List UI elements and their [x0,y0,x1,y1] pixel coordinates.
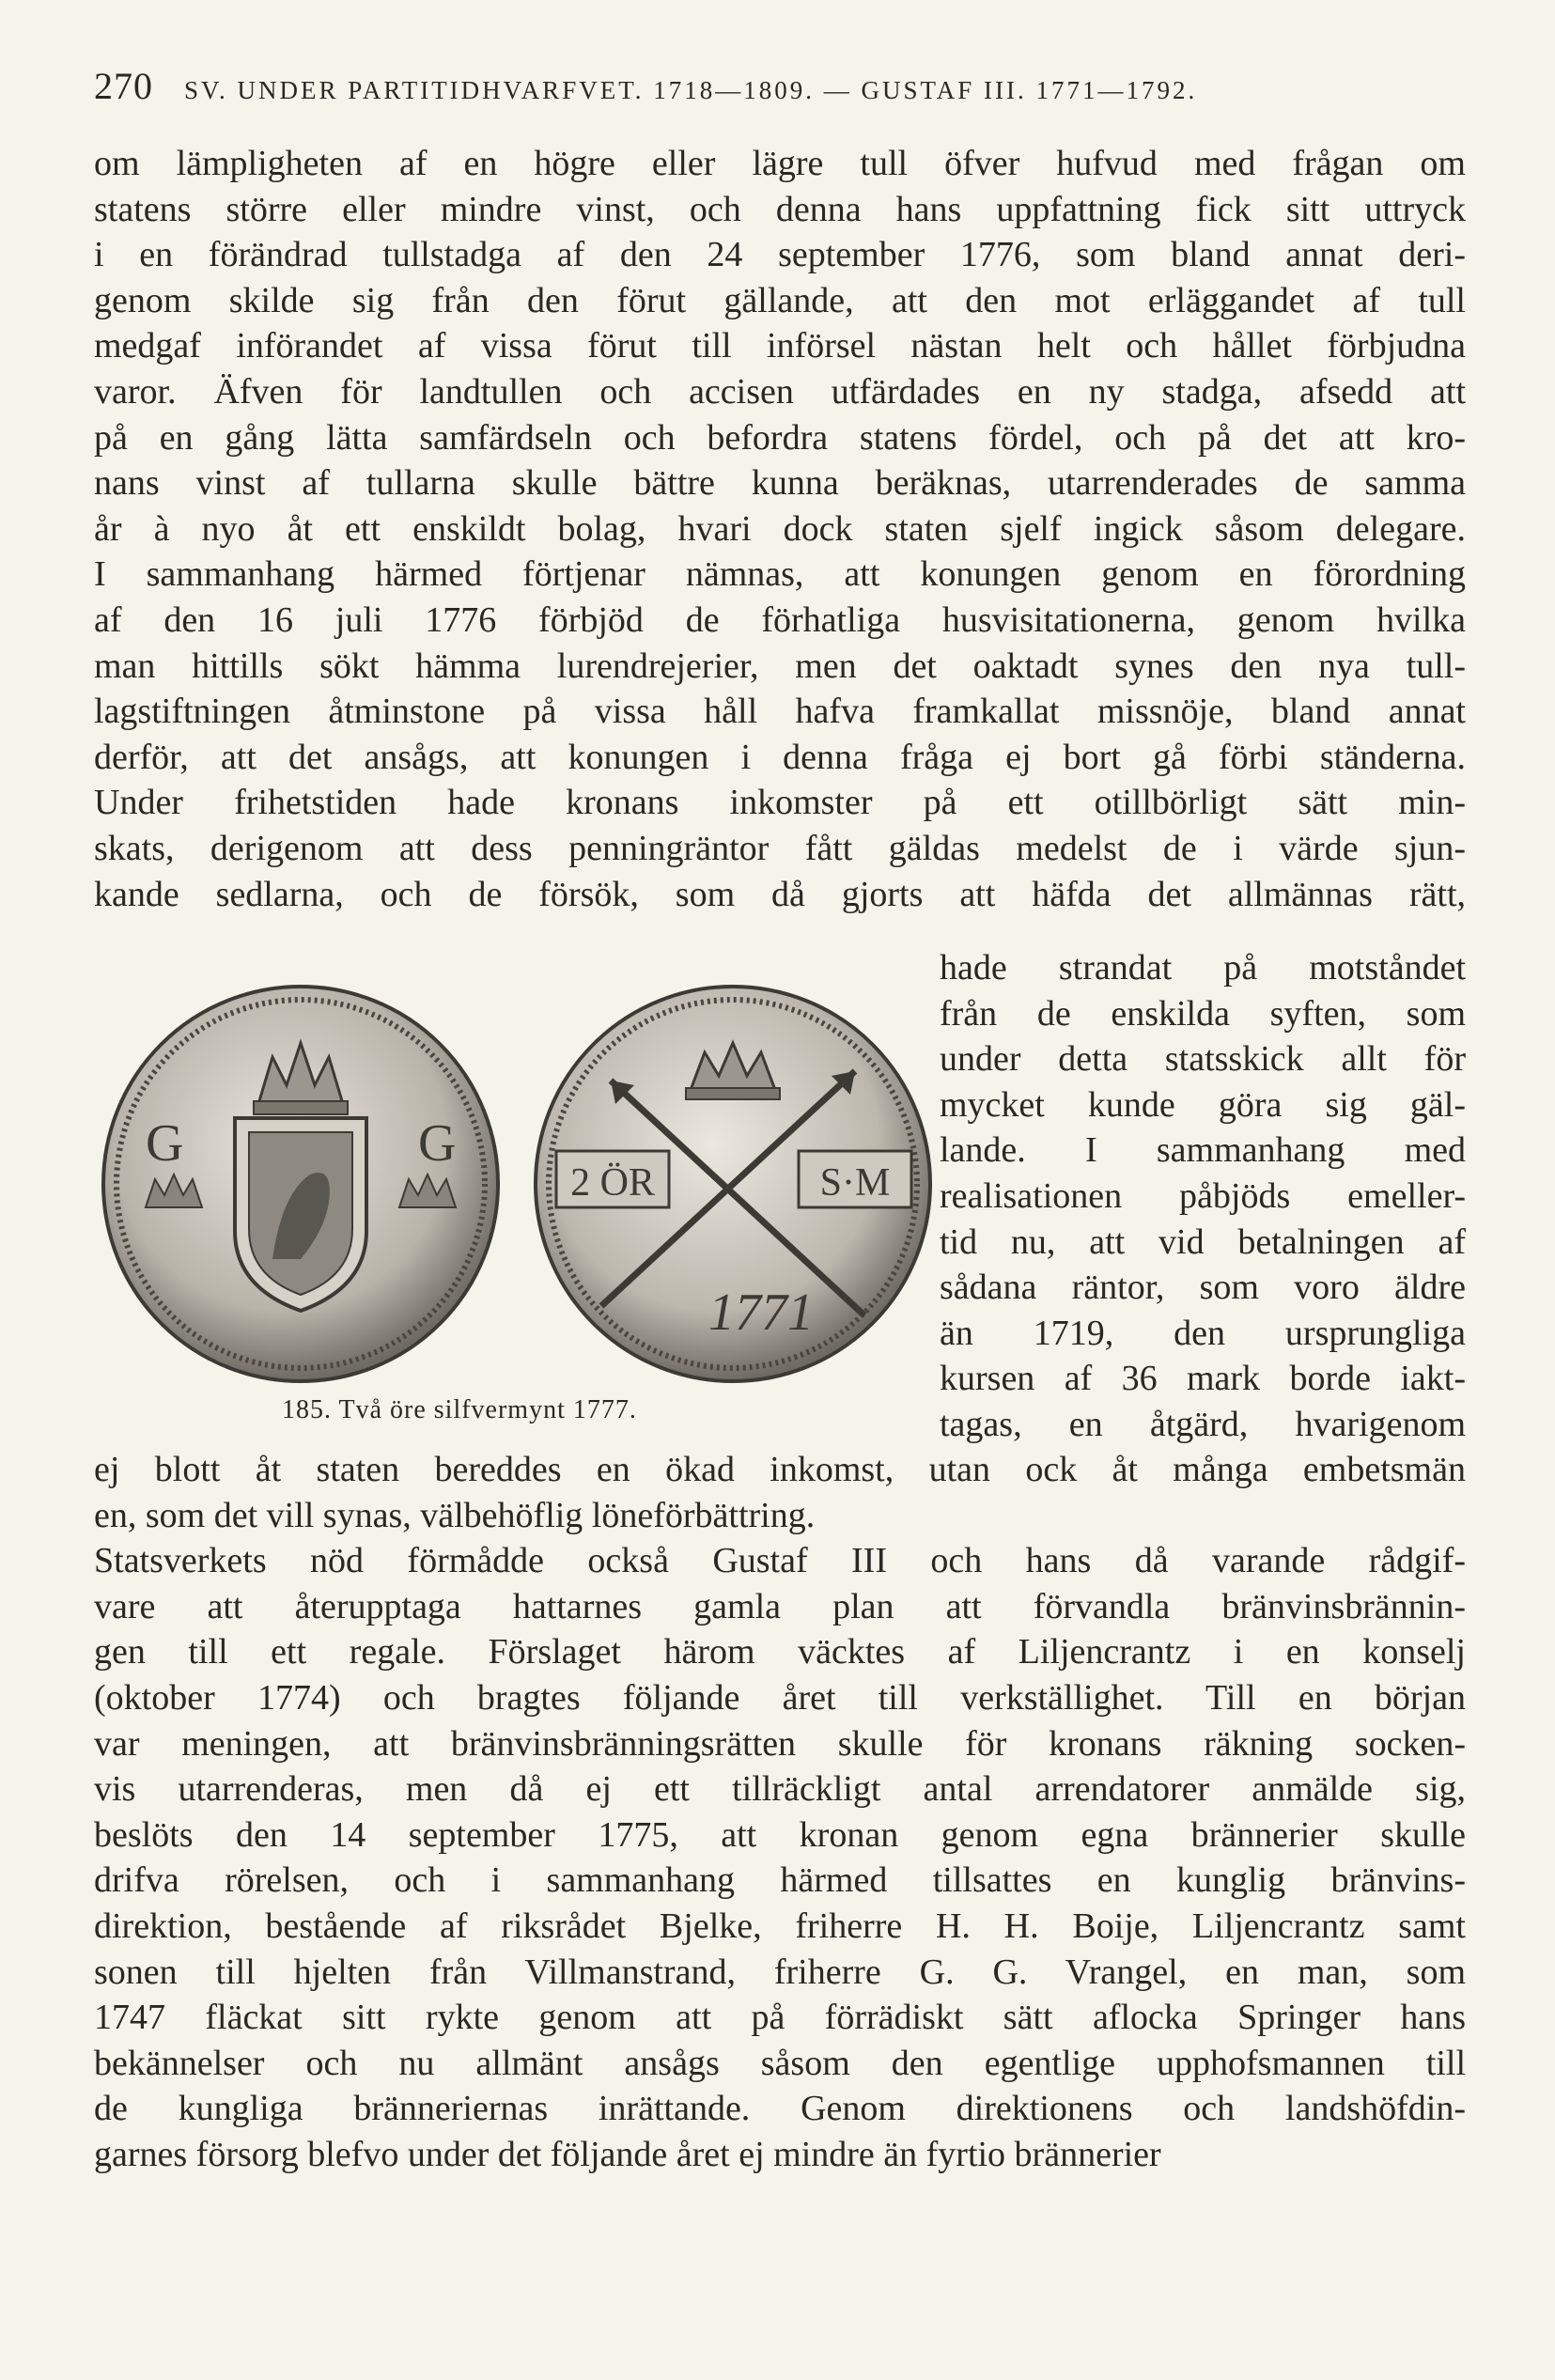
text-line: gen till ett regale. Förslaget härom väcktes af Liljencrantz i en konselj [94,1632,1466,1672]
coin-obverse-legend-left: G [146,1114,184,1173]
text-line: var meningen, att bränvinsbränningsrätten skulle för kronans räkning socken- [94,1723,1466,1764]
text-line: garnes försorg blefvo under det följande året ej mindre än fyrtio brännerier [94,2134,1161,2174]
paragraph-block-bottom [94,1447,1466,2178]
text-line: skats, derigenom att dess penningräntor fått gäldas medelst de i värde sjun- [94,828,1466,868]
text-line: hade strandat på motståndet [940,948,1466,988]
text-line: (oktober 1774) och bragtes följande året till verkställighet. Till en början [94,1677,1466,1718]
text-line: på en gång lätta samfärdseln och befordra statens fördel, och på det att kro- [94,417,1466,458]
figure-caption: 185. Två öre silfvermynt 1777. [282,1395,637,1424]
text-line: drifva rörelsen, och i sammanhang härmed tillsattes en kunglig bränvins- [94,1860,1466,1901]
text-line: tagas, en åtgärd, hvarigenom [940,1404,1466,1444]
text-line: Under frihetstiden hade kronans inkomster på ett otillbörligt sätt min- [94,783,1466,823]
text-line: en, som det vill synas, välbehöflig löneförbättring. [94,1495,816,1535]
coin-figure [94,977,921,1428]
text-line: under detta statsskick allt för [940,1039,1466,1080]
running-title: SV. UNDER PARTITIDHVARFVET. 1718—1809. — GUSTAF III. 1771—1792. [184,76,1198,104]
text-line: nans vinst af tullarna skulle bättre kunna beräknas, utarrenderades de samma [94,463,1466,504]
text-line: kande sedlarna, och de försök, som då gjorts att häfda det allmännas rätt, [94,874,1466,914]
paragraph-block-beside-figure [940,945,1466,1448]
coin-obverse-legend-right: G [418,1114,457,1173]
text-line: lande. I sammanhang med [940,1130,1466,1171]
text-line: ej blott åt staten bereddes en ökad inkomst, utan ock åt många embetsmän [94,1450,1466,1489]
coin-reverse-image [526,977,940,1391]
text-line: Statsverkets nöd förmådde också Gustaf III och hans då varande rådgif- [94,1541,1466,1581]
text-line: man hittills sökt hämma lurendrejerier, men det oaktadt synes den nya tull- [94,646,1466,686]
running-header [94,64,1197,108]
page-number: 270 [94,65,153,107]
text-line: de kungliga bränneriernas inrättande. Genom direktionens och landshöfdin- [94,2089,1466,2129]
text-line: kursen af 36 mark borde iakt- [940,1359,1466,1399]
text-line: lagstiftningen åtminstone på vissa håll hafva framkallat missnöje, bland annat [94,692,1466,732]
text-line: 1747 fläckat sitt rykte genom att på förrädiskt sätt aflocka Springer hans [94,1998,1466,2038]
text-line: vare att återupptaga hattarnes gamla plan att förvandla bränvinsbrännin- [94,1586,1466,1626]
text-line: varor. Äfven för landtullen och accisen utfärdades en ny stadga, afsedd att [94,371,1466,412]
text-line: sonen till hjelten från Villmanstrand, friherre G. G. Vrangel, en man, som [94,1952,1466,1992]
text-line: i en förändrad tullstadga af den 24 september 1776, som bland annat deri- [94,235,1466,275]
coin-denomination: 2 ÖR [570,1161,655,1205]
text-line: sådana räntor, som voro äldre [940,1268,1466,1308]
text-line: derför, att det ansågs, att konungen i denna fråga ej bort gå förbi ständerna. [94,737,1466,777]
text-line: från de enskilda syften, som [940,993,1466,1034]
text-line: statens större eller mindre vinst, och denna hans uppfattning fick sitt uttryck [94,189,1466,229]
text-line: år à nyo åt ett enskildt bolag, hvari dock staten sjelf ingick såsom delegare. [94,508,1466,549]
text-line: än 1719, den ursprungliga [940,1313,1466,1353]
text-line: om lämpligheten af en högre eller lägre tull öfver hufvud med frågan om [94,144,1466,183]
paragraph-block-top [94,141,1466,917]
text-line: beslöts den 14 september 1775, att kronan genom egna brännerier skulle [94,1814,1466,1855]
text-line: af den 16 juli 1776 förbjöd de förhatliga husvisitationerna, genom hvilka [94,599,1466,640]
coin-obverse-image [94,977,507,1391]
text-line: I sammanhang härmed förtjenar nämnas, att konungen genom en förordning [94,554,1466,595]
text-line: tid nu, att vid betalningen af [940,1221,1466,1262]
coin-mint-mark: S·M [819,1161,891,1205]
text-line: mycket kunde göra sig gäl- [940,1084,1466,1125]
text-line: bekännelser och nu allmänt ansågs såsom den egentlige upphofsmannen till [94,2043,1466,2083]
text-line: genom skilde sig från den förut gällande, att den mot erläggandet af tull [94,280,1466,320]
coin-year: 1771 [708,1283,814,1342]
text-line: direktion, bestående af riksrådet Bjelke, friherre H. H. Boije, Liljencrantz samt [94,1906,1466,1946]
text-line: vis utarrenderas, men då ej ett tillräckligt antal arrendatorer anmälde sig, [94,1769,1466,1810]
text-line: medgaf införandet af vissa förut till införsel nästan helt och hållet förbjudna [94,326,1466,366]
text-line: realisationen påbjöds emeller- [940,1175,1466,1216]
